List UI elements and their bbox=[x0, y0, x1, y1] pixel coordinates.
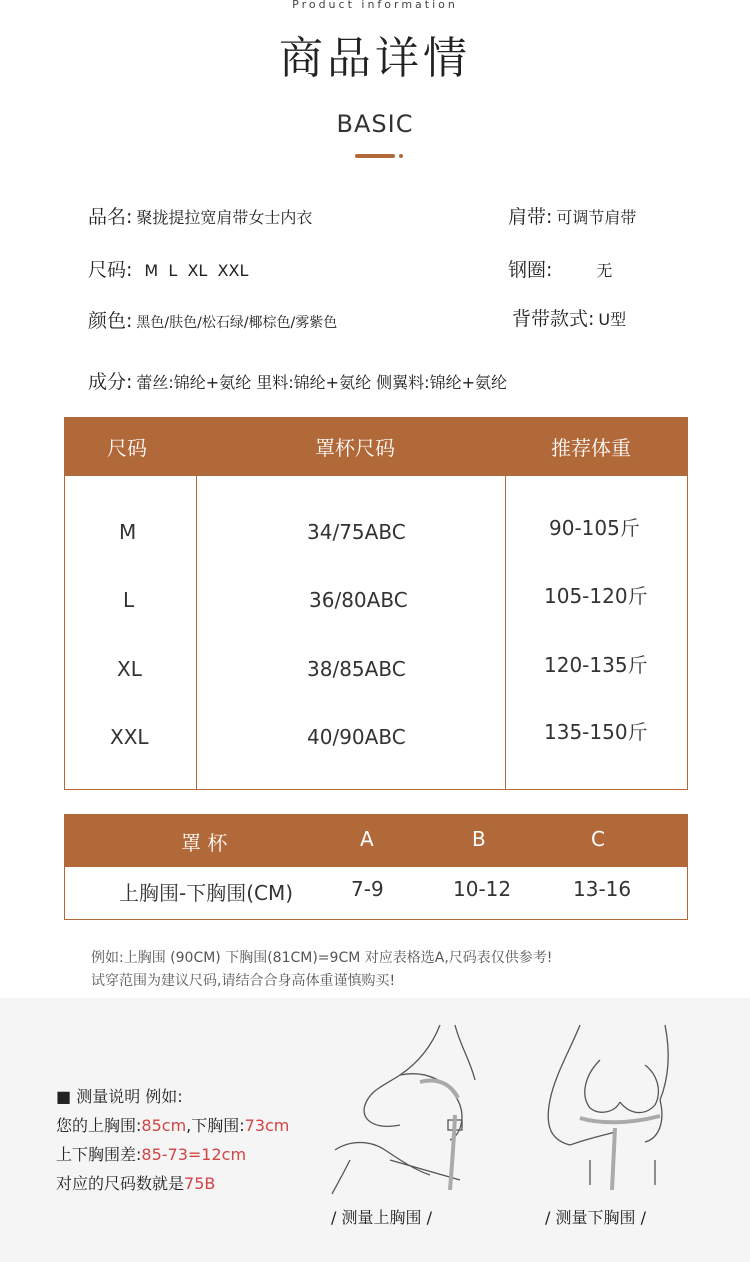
size-table-header bbox=[65, 418, 687, 476]
note-example: 例如:上胸围 (90CM) 下胸围(81CM)=9CM 对应表格选A,尺码表仅供参考! bbox=[91, 950, 553, 966]
row-cup: 40/90ABC bbox=[307, 725, 406, 749]
row-size: XXL bbox=[110, 725, 149, 749]
back-strap-info bbox=[512, 304, 626, 331]
cup-row-b: 10-12 bbox=[453, 877, 512, 901]
note-advice: 试穿范围为建议尺码,请结合合身高体重谨慎购买! bbox=[91, 973, 396, 989]
row-cup: 36/80ABC bbox=[309, 588, 408, 612]
product-name-label: 品名: bbox=[88, 206, 133, 228]
cup-row-label: 上胸围-下胸围(CM) bbox=[119, 881, 294, 905]
strap-label: 肩带: bbox=[508, 206, 553, 228]
row-size: M bbox=[119, 520, 137, 544]
header-size: 尺码 bbox=[107, 436, 147, 460]
cup-table bbox=[64, 814, 688, 920]
size-table bbox=[64, 417, 688, 790]
decorative-bar bbox=[355, 154, 395, 158]
measure-upper-lower bbox=[56, 1113, 289, 1136]
wire-label: 钢圈: bbox=[508, 259, 553, 281]
page-title: 商品详情 bbox=[279, 33, 471, 84]
material-value: 蕾丝:锦纶+氨纶 里料:锦纶+氨纶 侧翼料:锦纶+氨纶 bbox=[136, 373, 507, 392]
back-strap-label: 背带款式: bbox=[512, 308, 595, 330]
product-information-label: Product information bbox=[292, 0, 458, 11]
cup-row-a: 7-9 bbox=[351, 877, 384, 901]
caption-upper-bust: / 测量上胸围 / bbox=[331, 1208, 432, 1227]
caption-lower-bust: / 测量下胸围 / bbox=[545, 1208, 646, 1227]
header-weight: 推荐体重 bbox=[551, 436, 631, 460]
size-info bbox=[88, 255, 248, 282]
upper-bust-figure bbox=[330, 1020, 510, 1195]
decorative-dot bbox=[399, 154, 403, 158]
color-value: 黑色/肤色/松石绿/椰棕色/雾紫色 bbox=[136, 315, 338, 331]
diff-value: 85-73=12cm bbox=[141, 1145, 247, 1164]
header-cup: 罩 杯 bbox=[181, 831, 228, 855]
back-strap-value: U型 bbox=[598, 310, 627, 329]
upper-value: 85cm bbox=[141, 1116, 187, 1135]
product-name bbox=[88, 202, 312, 229]
product-name-value: 聚拢提拉宽肩带女士内衣 bbox=[136, 208, 313, 227]
row-weight: 120-135斤 bbox=[544, 653, 648, 677]
lower-bust-figure bbox=[520, 1020, 700, 1195]
header-cup-c: C bbox=[591, 827, 605, 851]
header-cup-a: A bbox=[360, 827, 374, 851]
lower-value: 73cm bbox=[244, 1116, 290, 1135]
wire-value: 无 bbox=[596, 261, 613, 280]
cup-row-c: 13-16 bbox=[573, 877, 632, 901]
row-weight: 90-105斤 bbox=[549, 516, 640, 540]
material-label: 成分: bbox=[88, 371, 133, 393]
row-weight: 105-120斤 bbox=[544, 584, 648, 608]
measure-result bbox=[56, 1171, 215, 1194]
header-cup-size: 罩杯尺码 bbox=[315, 436, 395, 460]
measure-difference bbox=[56, 1142, 246, 1165]
size-value: M L XL XXL bbox=[144, 261, 249, 280]
strap-info bbox=[508, 202, 636, 229]
basic-heading: BASIC bbox=[336, 110, 414, 138]
row-cup: 34/75ABC bbox=[307, 520, 406, 544]
color-info bbox=[88, 306, 337, 333]
wire-info bbox=[508, 255, 612, 282]
column-divider bbox=[505, 476, 506, 790]
lower-label: ,下胸围: bbox=[186, 1116, 245, 1135]
row-size: XL bbox=[117, 657, 142, 681]
row-size: L bbox=[123, 588, 135, 612]
size-label: 尺码: bbox=[88, 259, 133, 281]
result-value: 75B bbox=[184, 1174, 216, 1193]
column-divider bbox=[196, 476, 197, 790]
result-label: 对应的尺码数就是 bbox=[56, 1174, 185, 1193]
strap-value: 可调节肩带 bbox=[556, 208, 637, 227]
color-label: 颜色: bbox=[88, 310, 133, 332]
material-info bbox=[88, 367, 507, 394]
cup-table-header bbox=[65, 815, 687, 867]
upper-label: 您的上胸围: bbox=[56, 1116, 142, 1135]
measure-title: ■ 测量说明 例如: bbox=[56, 1087, 183, 1106]
row-cup: 38/85ABC bbox=[307, 657, 406, 681]
diff-label: 上下胸围差: bbox=[56, 1145, 142, 1164]
row-weight: 135-150斤 bbox=[544, 720, 648, 744]
header-cup-b: B bbox=[472, 827, 486, 851]
